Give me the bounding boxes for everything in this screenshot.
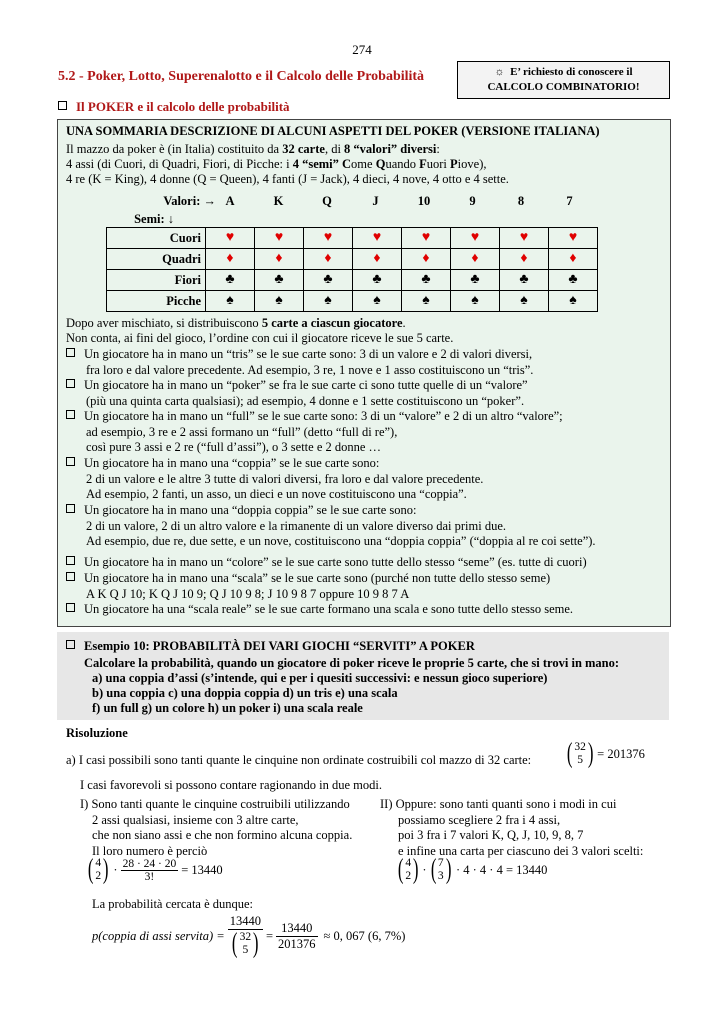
value-header-cell: 8 xyxy=(517,194,525,208)
binomial-32-5: ( 32 5 ) xyxy=(566,738,594,769)
suit-symbol-icon: ♦ xyxy=(451,249,500,270)
subsection-title: Il POKER e il calcolo delle probabilità xyxy=(58,99,290,115)
rule-line: Ad esempio, due re, due sette, e un nove, costituiscono una “doppia coppia” (“doppia al re coi sette”). xyxy=(86,534,596,548)
page-number: 274 xyxy=(352,42,372,57)
rule-line: (più una quinta carta qualsiasi); ad esempio, 4 donne e 1 sette costituiscono un “poker”. xyxy=(86,393,525,408)
after-line-2: Non conta, ai fini del gioco, l’ordine con cui il giocatore riceve le sue 5 carte. xyxy=(66,331,454,345)
value-header-cell: J xyxy=(372,194,379,208)
suit-symbol-icon: ♥ xyxy=(402,228,451,249)
intro-line-1: Il mazzo da poker è (in Italia) costituito da 32 carte, di 8 “valori” diversi: xyxy=(66,142,440,156)
notice-line-2: CALCOLO COMBINATORIO! xyxy=(487,81,640,93)
checkbox-bullet-icon xyxy=(66,640,75,649)
value-header-cell: 7 xyxy=(566,194,573,208)
checkbox-bullet-icon xyxy=(66,457,75,466)
suit-symbol-icon: ♣ xyxy=(304,270,353,291)
suit-symbol-icon: ♠ xyxy=(206,291,255,312)
suit-symbol-icon: ♥ xyxy=(304,228,353,249)
suit-name: Fiori xyxy=(107,270,206,291)
suit-symbol-icon: ♣ xyxy=(500,270,549,291)
rule-line: così pure 3 assi e 2 re (“full d’assi”), o 3 sette e 2 donne … xyxy=(86,440,382,454)
example-line-2: a) una coppia d’assi (s’intende, qui e per i quesiti successivi: e nessun gioco superiore) xyxy=(92,671,548,685)
suit-symbol-icon: ♦ xyxy=(549,249,598,270)
rule-line: 2 di un valore e le altre 3 tutte di valori diversi, fra loro e dal valore precedente. xyxy=(86,471,484,486)
suit-symbol-icon: ♦ xyxy=(255,249,304,270)
formula-method-one: ( 4 2 ) · $\frac{28 \cdot 24 \cdot 20}{3!}$ = 13440 xyxy=(87,854,223,885)
suits-label: Semi: ↓ xyxy=(134,212,174,226)
probability-formula: p(coppia di assi servita) = 13440 ( 32 5 ) = $\frac{13440}{201376}$ ≈ 0, 067 (6, 7%) xyxy=(92,914,406,959)
solution-a-text: a) I casi possibili sono tanti quante le cinquine non ordinate costruibili col mazzo di 32 carte: xyxy=(66,753,532,767)
suit-symbol-icon: ♠ xyxy=(255,291,304,312)
suit-symbol-icon: ♦ xyxy=(206,249,255,270)
probability-text: La probabilità cercata è dunque: xyxy=(92,897,254,911)
suit-row xyxy=(107,270,598,291)
intro-line-3: 4 re (K = King), 4 donne (Q = Queen), 4 fanti (J = Jack), 4 dieci, 4 nove, 4 otto e 4 sette. xyxy=(66,172,509,186)
intro-line-2: 4 assi (di Cuori, di Quadri, Fiori, di Picche: i 4 “semi” Come Quando Fuori Piove), xyxy=(66,157,487,171)
checkbox-bullet-icon xyxy=(66,348,75,357)
suit-symbol-icon: ♠ xyxy=(353,291,402,312)
checkbox-bullet-icon xyxy=(66,572,75,581)
suit-symbol-icon: ♥ xyxy=(206,228,255,249)
suit-symbol-icon: ♠ xyxy=(500,291,549,312)
notice-line-1: E’ richiesto di conoscere il xyxy=(510,66,633,78)
value-header-cell: A xyxy=(225,194,235,208)
suit-symbol-icon: ♥ xyxy=(451,228,500,249)
suit-symbol-icon: ♣ xyxy=(353,270,402,291)
suit-symbol-icon: ♥ xyxy=(353,228,402,249)
checkbox-bullet-icon xyxy=(66,556,75,565)
example-line-4: f) un full g) un colore h) un poker i) una scala reale xyxy=(92,701,363,715)
example-line-1: Calcolare la probabilità, quando un giocatore di poker riceve le proprie 5 carte, che si trovi in mano: xyxy=(84,656,620,670)
rule-line: Un giocatore ha in mano una “doppia coppia” se le sue carte sono: xyxy=(66,503,417,519)
method-two: II) Oppure: sono tanti quanti sono i modi in cui possiamo scegliere 2 fra i 4 assi, poi 3 fra i 7 valori K, Q, J, 10, 9, 8, 7 e infine una carta per ciascuno dei 3 valori scelti: xyxy=(380,797,644,858)
checkbox-bullet-icon xyxy=(66,410,75,419)
rule-line: A K Q J 10; K Q J 10 9; Q J 10 9 8; J 10 9 8 7 oppure 10 9 8 7 A xyxy=(86,586,410,601)
sun-icon: ☼ xyxy=(494,66,505,78)
value-header-cell: 10 xyxy=(417,194,431,208)
checkbox-bullet-icon xyxy=(58,101,67,110)
suit-name: Picche xyxy=(107,291,206,312)
formula-method-two: ( 4 2 ) · ( 7 3 ) · 4 · 4 · 4 = 13440 xyxy=(397,854,548,885)
values-label: Valori: → xyxy=(163,194,216,208)
rule-line: Un giocatore ha in mano una “scala” se le sue carte sono (purché non tutte dello stesso seme) xyxy=(66,571,550,587)
total-combinations: ( 32 5 ) = 201376 xyxy=(566,738,645,769)
checkbox-bullet-icon xyxy=(66,504,75,513)
rule-line: fra loro e dal valore precedente. Ad esempio, 3 re, 1 nove e 1 asso costituiscono un “tris”. xyxy=(86,362,534,377)
rule-line: Un giocatore ha in mano un “colore” se le sue carte sono tutte dello stesso “seme” (es. tutte di cuori) xyxy=(66,555,587,571)
suit-name: Cuori xyxy=(107,228,206,249)
solution-heading: Risoluzione xyxy=(66,726,128,740)
suit-symbol-icon: ♦ xyxy=(500,249,549,270)
card-table xyxy=(106,227,598,312)
rule-line: 2 di un valore, 2 di un altro valore e la rimanente di un valore diverso dai primi due. xyxy=(86,518,507,533)
value-header-cell: Q xyxy=(322,194,332,208)
suit-symbol-icon: ♣ xyxy=(206,270,255,291)
rule-line: Ad esempio, 2 fanti, un asso, un dieci e un nove costituiscono una “coppia”. xyxy=(86,487,467,501)
suit-symbol-icon: ♣ xyxy=(451,270,500,291)
rule-line: Un giocatore ha in mano una “coppia” se le sue carte sono: xyxy=(66,456,379,472)
value-header-cell: 9 xyxy=(469,194,476,208)
suit-symbol-icon: ♠ xyxy=(549,291,598,312)
suit-symbol-icon: ♣ xyxy=(549,270,598,291)
favorable-text: I casi favorevoli si possono contare ragionando in due modi. xyxy=(80,778,383,792)
checkbox-bullet-icon xyxy=(66,603,75,612)
value-header-cell: K xyxy=(273,194,284,208)
rule-line: Un giocatore ha una “scala reale” se le sue carte formano una scala e sono tutte dello stesso seme. xyxy=(66,602,573,618)
method-one: I) Sono tanti quante le cinquine costruibili utilizzando 2 assi qualsiasi, insieme con 3 altre carte, che non siano assi e che non formino alcuna coppia. Il loro numero è perciò xyxy=(80,797,353,858)
box-title: UNA SOMMARIA DESCRIZIONE DI ALCUNI ASPETTI DEL POKER (VERSIONE ITALIANA) xyxy=(66,124,600,138)
rule-line: Un giocatore ha in mano un “full” se le sue carte sono: 3 di un “valore” e 2 di un altro “valore”; xyxy=(66,409,563,425)
suit-symbol-icon: ♦ xyxy=(402,249,451,270)
suit-symbol-icon: ♥ xyxy=(500,228,549,249)
suit-row xyxy=(107,291,598,312)
rule-line: Un giocatore ha in mano un “poker” se fra le sue carte ci sono tutte quelle di un “valore” xyxy=(66,378,528,394)
suit-row xyxy=(107,249,598,270)
checkbox-bullet-icon xyxy=(66,379,75,388)
after-line-1: Dopo aver mischiato, si distribuiscono 5 carte a ciascun giocatore. xyxy=(66,316,406,330)
suit-symbol-icon: ♠ xyxy=(451,291,500,312)
suit-symbol-icon: ♦ xyxy=(304,249,353,270)
suit-symbol-icon: ♦ xyxy=(353,249,402,270)
example-title: Esempio 10: PROBABILITÀ DEI VARI GIOCHI “SERVITI” A POKER xyxy=(66,639,475,655)
rule-line: ad esempio, 3 re e 2 assi formano un “full” (detto “full di re”), xyxy=(86,424,398,439)
suit-symbol-icon: ♣ xyxy=(402,270,451,291)
suit-symbol-icon: ♥ xyxy=(255,228,304,249)
prerequisite-notice xyxy=(457,61,670,99)
example-line-3: b) una coppia c) una doppia coppia d) un tris e) una scala xyxy=(92,686,398,700)
section-title: 5.2 - Poker, Lotto, Superenalotto e il Calcolo delle Probabilità xyxy=(58,69,425,84)
rule-line: Un giocatore ha in mano un “tris” se le sue carte sono: 3 di un valore e 2 di valori diversi, xyxy=(66,347,532,363)
suit-symbol-icon: ♠ xyxy=(402,291,451,312)
suit-symbol-icon: ♠ xyxy=(304,291,353,312)
suit-symbol-icon: ♣ xyxy=(255,270,304,291)
suit-row xyxy=(107,228,598,249)
suit-name: Quadri xyxy=(107,249,206,270)
suit-symbol-icon: ♥ xyxy=(549,228,598,249)
